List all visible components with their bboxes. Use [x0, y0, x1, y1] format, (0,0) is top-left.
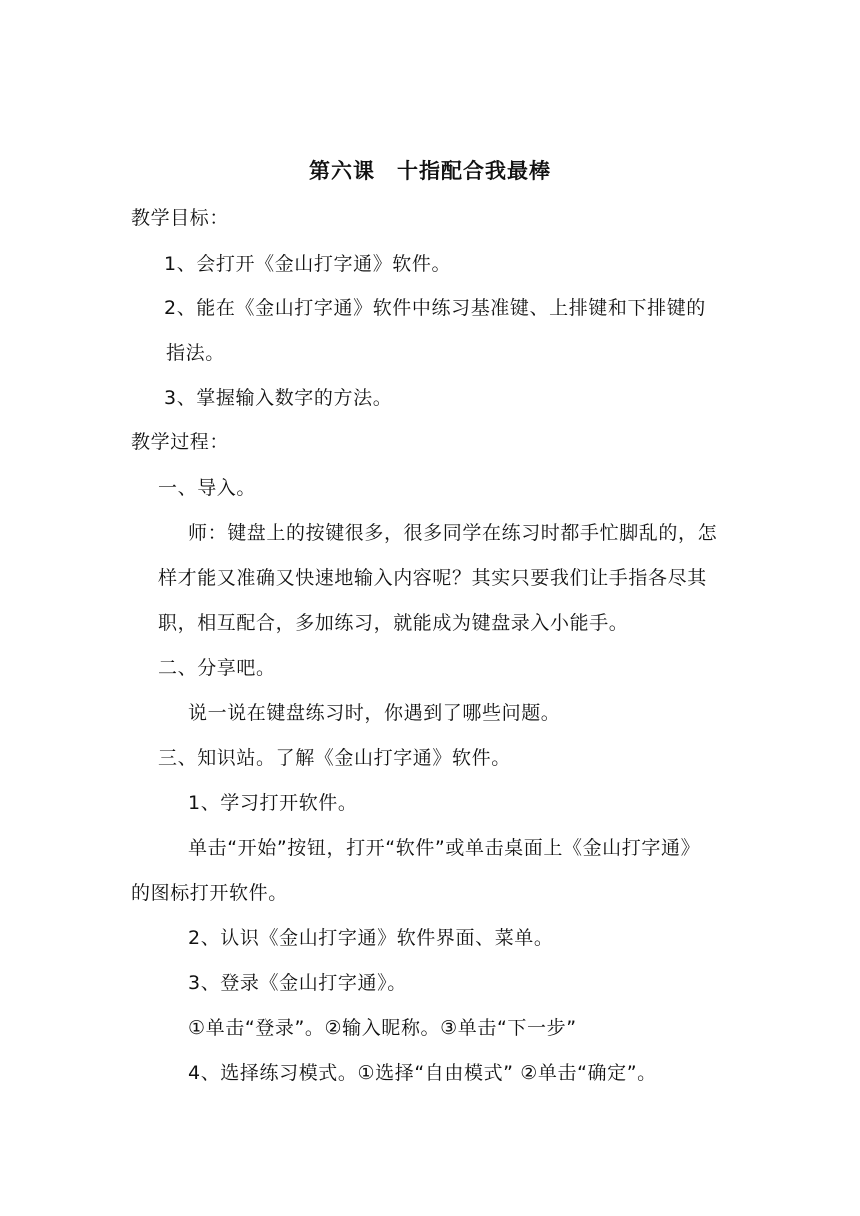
- section-3-item: 4、选择练习模式。①选择“自由模式” ②单击“确定”。: [188, 1062, 657, 1084]
- section-3-item: 的图标打开软件。: [131, 882, 288, 904]
- section-3-item: 3、登录《金山打字通》。: [188, 972, 407, 994]
- objective-item-3: 3、掌握输入数字的方法。: [164, 387, 393, 409]
- section-3-heading: 三、知识站。了解《金山打字通》软件。: [158, 747, 511, 769]
- section-1-heading: 一、导入。: [158, 477, 257, 499]
- section-1-paragraph-line: 师：键盘上的按键很多，很多同学在练习时都手忙脚乱的，怎: [188, 522, 718, 544]
- section-1-paragraph-line: 样才能又准确又快速地输入内容呢？其实只要我们让手指各尽其: [158, 567, 707, 589]
- objective-item-2-continued: 指法。: [166, 342, 225, 364]
- objectives-heading: 教学目标：: [131, 207, 230, 229]
- process-heading: 教学过程：: [131, 431, 230, 453]
- section-3-item: ①单击“登录”。②输入昵称。③单击“下一步”: [188, 1017, 577, 1039]
- section-2-text: 说一说在键盘练习时，你遇到了哪些问题。: [188, 702, 561, 724]
- section-3-item: 2、认识《金山打字通》软件界面、菜单。: [188, 927, 554, 949]
- section-3-item: 单击“开始”按钮，打开“软件”或单击桌面上《金山打字通》: [188, 837, 701, 859]
- section-3-item: 1、学习打开软件。: [188, 792, 358, 814]
- section-2-heading: 二、分享吧。: [158, 657, 276, 679]
- objective-item-2: 2、能在《金山打字通》软件中练习基准键、上排键和下排键的: [164, 297, 706, 319]
- section-1-paragraph-line: 职，相互配合，多加练习，就能成为键盘录入小能手。: [158, 612, 629, 634]
- objective-item-1: 1、会打开《金山打字通》软件。: [164, 253, 452, 275]
- lesson-title: 第六课 十指配合我最棒: [309, 159, 551, 183]
